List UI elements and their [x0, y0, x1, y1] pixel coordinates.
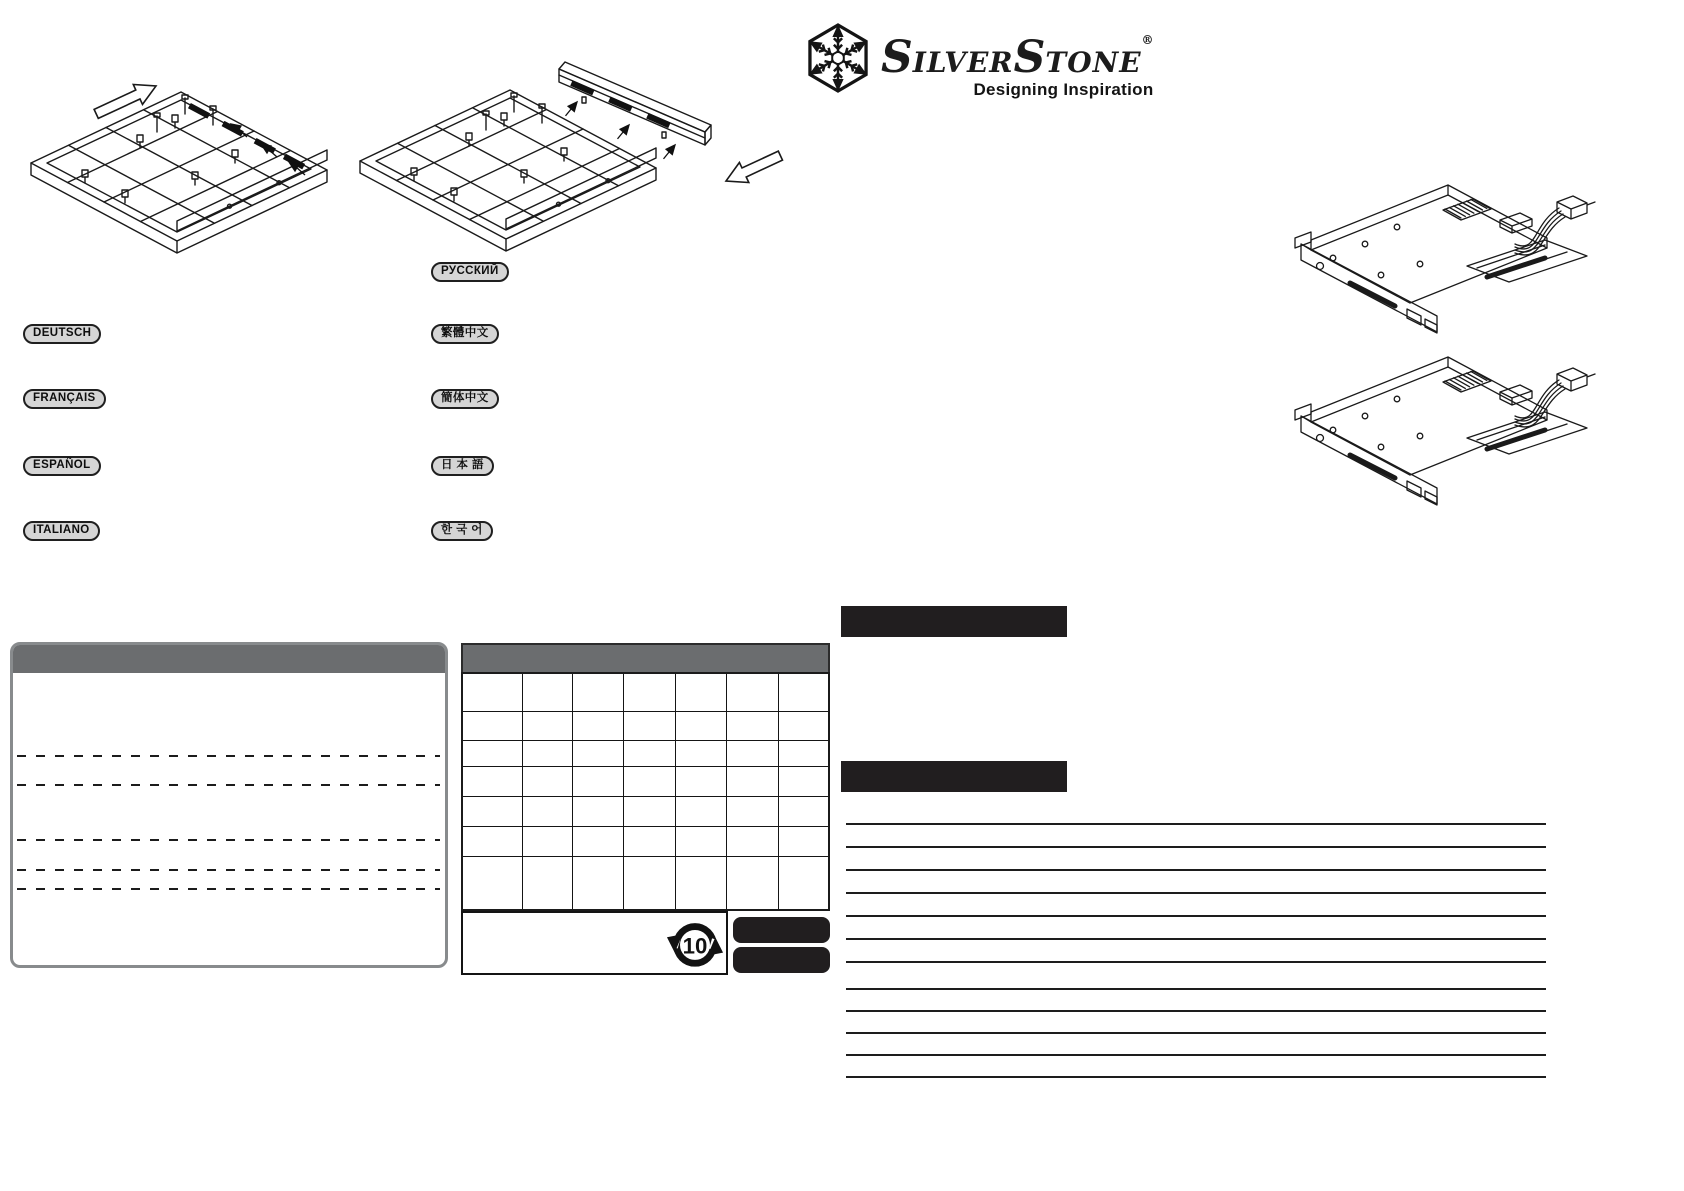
spec-table-cell — [624, 674, 676, 712]
spec-table — [461, 643, 830, 975]
spec-table-cell — [523, 767, 573, 797]
language-label-traditional-chinese: 繁體中文 — [431, 324, 499, 344]
spec-table-cell — [727, 857, 779, 884]
spec-table-cell — [463, 884, 523, 909]
small-arrows — [566, 102, 676, 159]
spec-table-cell — [779, 827, 828, 857]
ruled-line — [846, 823, 1546, 825]
dashed-writing-line — [17, 888, 440, 890]
language-label-russian: РУССКИЙ — [431, 262, 509, 282]
spec-table-cell — [573, 857, 624, 884]
spec-table-cell — [573, 712, 624, 741]
spec-table-cell — [573, 827, 624, 857]
spec-table-cell — [523, 797, 573, 827]
spec-table-cell — [779, 884, 828, 909]
arrow-down-left-icon — [726, 151, 783, 182]
spec-table-cell — [573, 674, 624, 712]
epup-mark-box — [461, 911, 728, 975]
dashed-writing-line — [17, 755, 440, 757]
spec-table-cell — [523, 827, 573, 857]
spec-table-cell — [676, 712, 727, 741]
ruled-line — [846, 961, 1546, 963]
section-ink-bar-1 — [841, 606, 1067, 637]
spec-table-cell — [779, 857, 828, 884]
spec-table-cell — [676, 857, 727, 884]
spec-table-cell — [573, 741, 624, 767]
language-label-simplified-chinese: 簡体中文 — [431, 389, 499, 409]
language-label-japanese: 日 本 語 — [431, 456, 494, 476]
snowflake-hexagon-icon — [805, 20, 871, 96]
ink-block-bottom — [733, 947, 830, 973]
spec-table-cell — [624, 884, 676, 909]
spec-table-cell — [779, 712, 828, 741]
spec-table-cell — [624, 857, 676, 884]
registered-mark: ® — [1141, 33, 1154, 47]
spec-table-cell — [727, 797, 779, 827]
spec-table-cell — [463, 797, 523, 827]
recycle-epup-10-icon — [666, 914, 724, 972]
spec-table-cell — [676, 884, 727, 909]
bezel-slots — [571, 83, 669, 125]
ruled-line — [846, 1010, 1546, 1012]
spec-table-cell — [676, 674, 727, 712]
spec-table-cell — [727, 674, 779, 712]
spec-table-cell — [727, 712, 779, 741]
spec-table-cell — [573, 884, 624, 909]
spec-table-cell — [779, 767, 828, 797]
notes-dashed-area — [13, 645, 445, 965]
spec-table-cell — [624, 712, 676, 741]
ruled-line — [846, 846, 1546, 848]
spec-table-cell — [573, 767, 624, 797]
spec-table-cell — [523, 712, 573, 741]
ruled-line — [846, 892, 1546, 894]
svg-text:10: 10 — [682, 933, 708, 959]
brand-wordmark — [881, 32, 1154, 83]
spec-table-cell — [463, 827, 523, 857]
spec-table-cell — [727, 767, 779, 797]
spec-table-cell — [573, 797, 624, 827]
spec-table-cell — [463, 712, 523, 741]
ruled-line — [846, 1054, 1546, 1056]
spec-table-cell — [463, 674, 523, 712]
spec-table-cell — [676, 797, 727, 827]
spec-table-cell — [676, 767, 727, 797]
brand-tagline: Designing Inspiration — [973, 80, 1154, 99]
ruled-line — [846, 1032, 1546, 1034]
section-ink-bar-2 — [841, 761, 1067, 792]
wordmark-rest1: ILVER — [912, 46, 1014, 79]
language-label-francais: FRANÇAIS — [23, 389, 106, 409]
notes-panel — [10, 642, 448, 968]
wordmark-cap-s1: S — [881, 32, 913, 83]
spec-table-grid — [461, 672, 830, 911]
wordmark-rest2: TONE — [1045, 46, 1142, 79]
ruled-line — [846, 988, 1546, 990]
spec-table-cell — [624, 827, 676, 857]
brand-logo — [805, 20, 1235, 100]
spec-table-cell — [523, 741, 573, 767]
spec-table-cell — [727, 884, 779, 909]
spec-table-cell — [779, 741, 828, 767]
spec-table-cell — [779, 797, 828, 827]
ruled-line — [846, 869, 1546, 871]
spec-table-cell — [624, 767, 676, 797]
ruled-line — [846, 915, 1546, 917]
figure-device-top — [1215, 180, 1605, 340]
removed-front-bezel — [559, 62, 711, 145]
wordmark-cap-s2: S — [1013, 32, 1046, 83]
ruled-line — [846, 938, 1546, 940]
figure-tray-step1 — [25, 62, 340, 257]
dashed-writing-line — [17, 869, 440, 871]
ruled-line — [846, 1076, 1546, 1078]
spec-table-cell — [624, 741, 676, 767]
language-label-espanol: ESPAÑOL — [23, 456, 101, 476]
spec-table-cell — [463, 741, 523, 767]
spec-table-cell — [779, 674, 828, 712]
figure-tray-step2 — [330, 55, 800, 255]
language-label-deutsch: DEUTSCH — [23, 324, 101, 344]
figure-device-bottom — [1215, 352, 1605, 512]
spec-table-cell — [523, 884, 573, 909]
spec-table-cell — [463, 857, 523, 884]
spec-table-cell — [523, 674, 573, 712]
ruled-lines-area — [846, 818, 1546, 1088]
spec-table-cell — [624, 797, 676, 827]
spec-table-cell — [676, 741, 727, 767]
dashed-writing-line — [17, 784, 440, 786]
language-label-italiano: ITALIANO — [23, 521, 100, 541]
ink-block-top — [733, 917, 830, 943]
dashed-writing-line — [17, 839, 440, 841]
spec-table-cell — [676, 827, 727, 857]
arrow-up-right-icon — [94, 85, 156, 119]
spec-table-cell — [463, 767, 523, 797]
spec-table-cell — [727, 741, 779, 767]
spec-table-cell — [727, 827, 779, 857]
spec-table-cell — [523, 857, 573, 884]
language-label-korean: 한 국 어 — [431, 521, 493, 541]
spec-table-header — [461, 643, 830, 672]
